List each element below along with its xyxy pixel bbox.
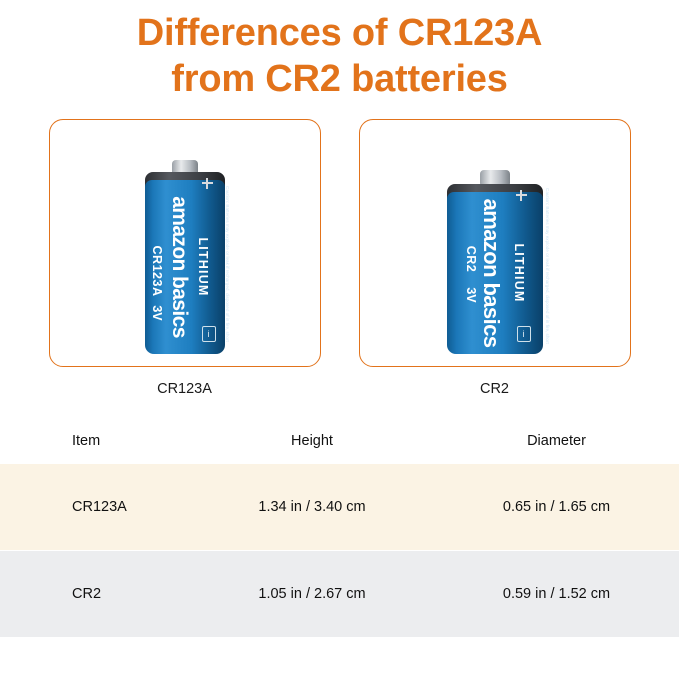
table-row: [0, 463, 679, 550]
table-cell-item: CR123A: [0, 463, 190, 550]
battery-card-label: CR123A: [157, 380, 212, 397]
battery-image-cr123a: [145, 158, 230, 354]
battery-body: [145, 180, 230, 354]
battery-card-frame: [49, 119, 321, 367]
table-header-row: [0, 419, 679, 464]
battery-card-cr2: [359, 119, 631, 397]
battery-info-icon: i: [517, 326, 531, 342]
battery-model-text: CR123A: [149, 245, 164, 297]
table-header-diameter: Diameter: [434, 419, 679, 464]
table-row: [0, 550, 679, 637]
battery-body: [447, 187, 550, 354]
battery-card-label: CR2: [479, 380, 509, 397]
battery-image-cr2: [447, 168, 550, 354]
battery-card-cr123a: [49, 119, 321, 397]
table-cell-height: 1.34 in / 3.40 cm: [190, 463, 434, 550]
page-title-line-1: Differences of CR123A: [136, 12, 543, 54]
battery-voltage-text: 3V: [463, 287, 478, 303]
battery-plus-icon: [516, 190, 527, 201]
battery-caution-text: Caution: Batteries may explode or leak if recharged, disposed of in fire, short: [544, 187, 550, 344]
battery-card-frame: [359, 119, 631, 367]
table-cell-height: 1.05 in / 2.67 cm: [190, 550, 434, 637]
specs-table: [0, 419, 679, 637]
battery-positive-terminal-icon: [480, 170, 510, 185]
battery-cards: [0, 119, 679, 397]
battery-brand-text: amazon basics: [478, 198, 504, 348]
battery-chemistry-text: LITHIUM: [195, 237, 210, 297]
page-title: [0, 0, 679, 103]
battery-voltage-text: 3V: [149, 305, 164, 321]
battery-brand-text: amazon basics: [167, 195, 191, 338]
battery-caution-text: Caution: Batteries may explode or leak if recharged, disposed of in fire, short: [224, 185, 230, 342]
table-header-height: Height: [190, 419, 434, 464]
table-cell-diameter: 0.65 in / 1.65 cm: [434, 463, 679, 550]
table-cell-diameter: 0.59 in / 1.52 cm: [434, 550, 679, 637]
table-header-item: Item: [0, 419, 190, 464]
battery-chemistry-text: LITHIUM: [511, 243, 526, 303]
table-cell-item: CR2: [0, 550, 190, 637]
page-title-line-2: from CR2 batteries: [171, 58, 508, 101]
battery-info-icon: i: [202, 326, 216, 342]
battery-plus-icon: [202, 178, 213, 189]
battery-model-text: CR2: [463, 245, 478, 272]
